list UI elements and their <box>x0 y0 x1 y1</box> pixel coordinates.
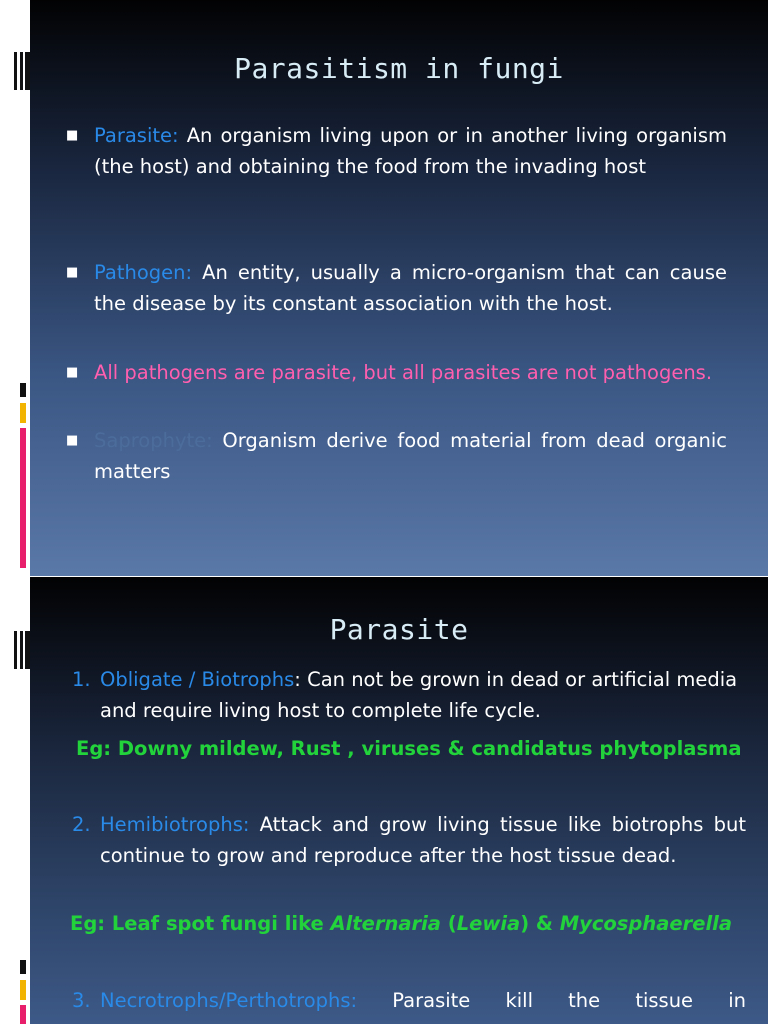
definition-obligate-biotrophs: Can not be grown in dead or artificial media and require living host to complete life cycle. <box>100 668 738 722</box>
term-obligate-biotrophs: Obligate / Biotrophs <box>100 668 295 691</box>
term-parasite: Parasite: <box>94 124 179 147</box>
square-bullet-icon: ■ <box>66 433 79 448</box>
bullet-parasite <box>66 121 727 182</box>
definition-saprophyte: Organism derive food material from dead organic matters <box>94 429 727 483</box>
example-prefix: Eg: Leaf spot fungi like <box>70 912 331 935</box>
term-pathogen: Pathogen: <box>94 261 193 284</box>
item-number: 1. <box>72 668 91 691</box>
definition-hemibiotrophs: Attack and grow living tissue like biotrophs but continue to grow and reproduce after the host tissue dead. <box>100 813 746 867</box>
item-hemibiotrophs <box>72 810 746 871</box>
item-necrotrophs <box>72 986 746 1017</box>
definition-pathogen: An entity, usually a micro-organism that can cause the disease by its constant association with the host. <box>94 261 727 315</box>
bullet-saprophyte <box>66 426 727 487</box>
item-obligate-biotrophs <box>72 665 746 726</box>
item-number: 2. <box>72 813 91 836</box>
example-open-paren: ( <box>440 912 457 935</box>
slide-2-decor-strip <box>0 577 30 1024</box>
slide-2-content <box>30 577 768 1024</box>
slide-2-title: Parasite <box>329 613 469 646</box>
example-hemibiotrophs <box>70 909 732 939</box>
genus-alternaria: Alternaria <box>330 912 441 935</box>
example-close-paren: ) & <box>520 912 560 935</box>
bullet-pathogen <box>66 258 727 319</box>
slide-1-content <box>30 0 768 576</box>
genus-mycosphaerella: Mycosphaerella <box>559 912 732 935</box>
definition-parasite: An organism living upon or in another living organism (the host) and obtaining the food from the invading host <box>94 124 727 178</box>
square-bullet-icon: ■ <box>66 365 79 380</box>
pathogen-note-text: All pathogens are parasite, but all parasites are not pathogens. <box>94 361 713 384</box>
definition-necrotrophs: Parasite kill the tissue in <box>357 989 746 1012</box>
item-number: 3. <box>72 989 91 1012</box>
example-biotrophs: Eg: Downy mildew, Rust , viruses & candidatus phytoplasma <box>76 737 742 760</box>
genus-lewia: Lewia <box>456 912 521 935</box>
term-colon: : <box>294 668 301 691</box>
slide-2 <box>0 577 768 1024</box>
square-bullet-icon: ■ <box>66 265 79 280</box>
term-necrotrophs: Necrotrophs/Perthotrophs: <box>100 989 358 1012</box>
term-hemibiotrophs: Hemibiotrophs: <box>100 813 250 836</box>
slide-1-decor-strip <box>0 0 30 576</box>
bullet-pathogen-note <box>66 358 727 389</box>
square-bullet-icon: ■ <box>66 128 79 143</box>
term-saprophyte: Saprophyte: <box>94 429 213 452</box>
slide-1-title: Parasitism in fungi <box>234 52 564 85</box>
